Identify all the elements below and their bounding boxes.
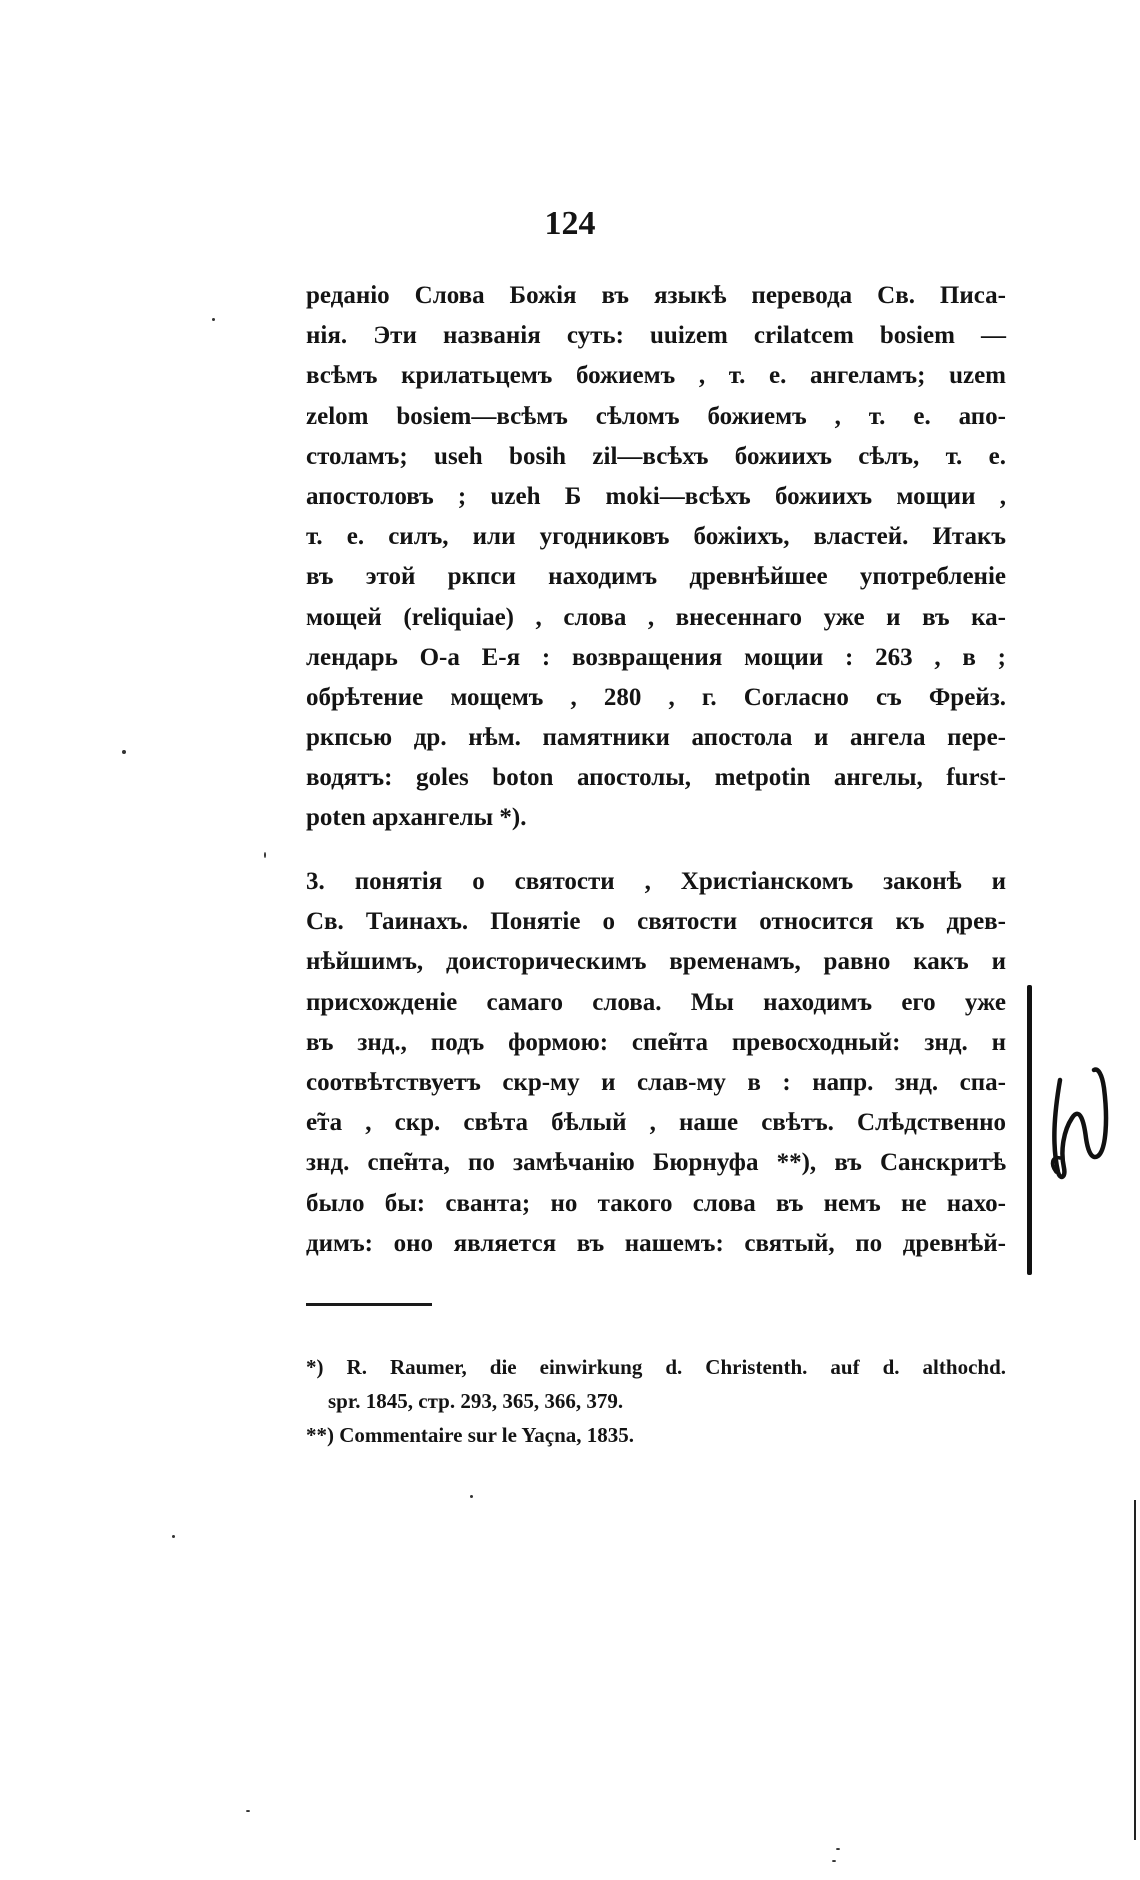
text-line: т. е. силъ, или угодниковъ божіихъ, властей. Итакъ — [306, 523, 1006, 551]
text-line: всѣмъ крилатьцемъ божиемъ , т. е. ангеламъ; uzem — [306, 362, 1006, 390]
text-line: водятъ: goles boton апостолы, metpotin ангелы, furst- — [306, 764, 1006, 792]
text-line: знд. спе̃нта, по замѣчанію Бюрнуфа **), въ Санскритѣ — [306, 1149, 1006, 1177]
scan-speck — [470, 1495, 473, 1498]
paragraph-2 — [306, 862, 1006, 1264]
text-line: обрѣтение мощемъ , 280 , г. Согласно съ Фрейз. — [306, 683, 1006, 711]
footnotes — [306, 1350, 1006, 1452]
text-line: соотвѣтствуетъ скр-му и слав-му в : напр. знд. спа- — [306, 1068, 1006, 1096]
text-line: столамъ; useh bosih zil—всѣхъ божиихъ сѣлъ, т. е. — [306, 442, 1006, 470]
text-line: нѣйшимъ, доисторическимъ временамъ, равно какъ и — [306, 948, 1006, 976]
text-line: въ знд., подъ формою: спе̃нта превосходный: знд. н — [306, 1028, 1006, 1056]
text-line: 3. понятія о святости , Христіанскомъ законѣ и — [306, 868, 1006, 895]
text-line: лендарь О-а Е-я : возвращения мощии : 263 , в ; — [306, 643, 1006, 671]
page-number: 124 — [544, 205, 596, 242]
text-line: было бы: сванта; но такого слова въ немъ не нахо- — [306, 1189, 1006, 1217]
text-line: zelom bosiem—всѣмъ сѣломъ божиемъ , т. е. апо- — [306, 402, 1006, 430]
footnote-1 — [306, 1350, 1006, 1384]
footnote-marker: *) — [306, 1355, 324, 1379]
scan-speck — [212, 318, 215, 321]
text-line: Св. Таинахъ. Понятіе о святости относится къ древ- — [306, 908, 1006, 936]
scan-speck — [264, 852, 266, 858]
text-line: въ этой ркпси находимъ древнѣйшее употребленіе — [306, 563, 1006, 591]
handwritten-mark-icon — [1046, 1060, 1116, 1190]
text-line: присхожденіе самаго слова. Мы находимъ его уже — [306, 988, 1006, 1016]
footnote-1-continuation: spr. 1845, стр. 293, 365, 366, 379. — [328, 1389, 624, 1413]
text-line: poten архангелы *). — [306, 804, 527, 832]
footnote-marker: **) — [306, 1423, 334, 1447]
text-line: апостоловъ ; uzeh Б moki—всѣхъ божиихъ мощии , — [306, 482, 1006, 510]
text-line: димъ: оно является въ нашемъ: святый, по древнѣй- — [306, 1229, 1006, 1257]
scan-edge-line — [1134, 1500, 1136, 1840]
scan-speck — [246, 1810, 250, 1812]
margin-vertical-bar — [1027, 985, 1032, 1275]
scan-speck — [172, 1535, 175, 1538]
scan-speck — [836, 1848, 840, 1850]
scan-speck — [122, 750, 126, 754]
text-line: ркпсью др. нѣм. памятники апостола и ангела пере- — [306, 724, 1006, 752]
paragraph-1 — [306, 276, 1006, 839]
text-line: реданіо Слова Божія въ языкѣ перевода Св. Писа- — [306, 282, 1006, 309]
text-line: нія. Эти названія суть: uuizem crilatcem bosiem — — [306, 322, 1006, 350]
text-line: мощей (reliquiae) , слова , внесеннаго уже и въ ка- — [306, 603, 1006, 631]
footnote-divider — [306, 1303, 432, 1306]
scan-speck — [832, 1860, 836, 1862]
footnote-text: R. Raumer, die einwirkung d. Christenth. auf d. althochd. — [346, 1355, 1006, 1379]
text-line: е̃та , скр. свѣта бѣлый , наше свѣтъ. Слѣдственно — [306, 1109, 1006, 1137]
footnote-2 — [306, 1418, 1006, 1452]
footnote-text: Commentaire sur le Yaçna, 1835. — [339, 1423, 634, 1447]
